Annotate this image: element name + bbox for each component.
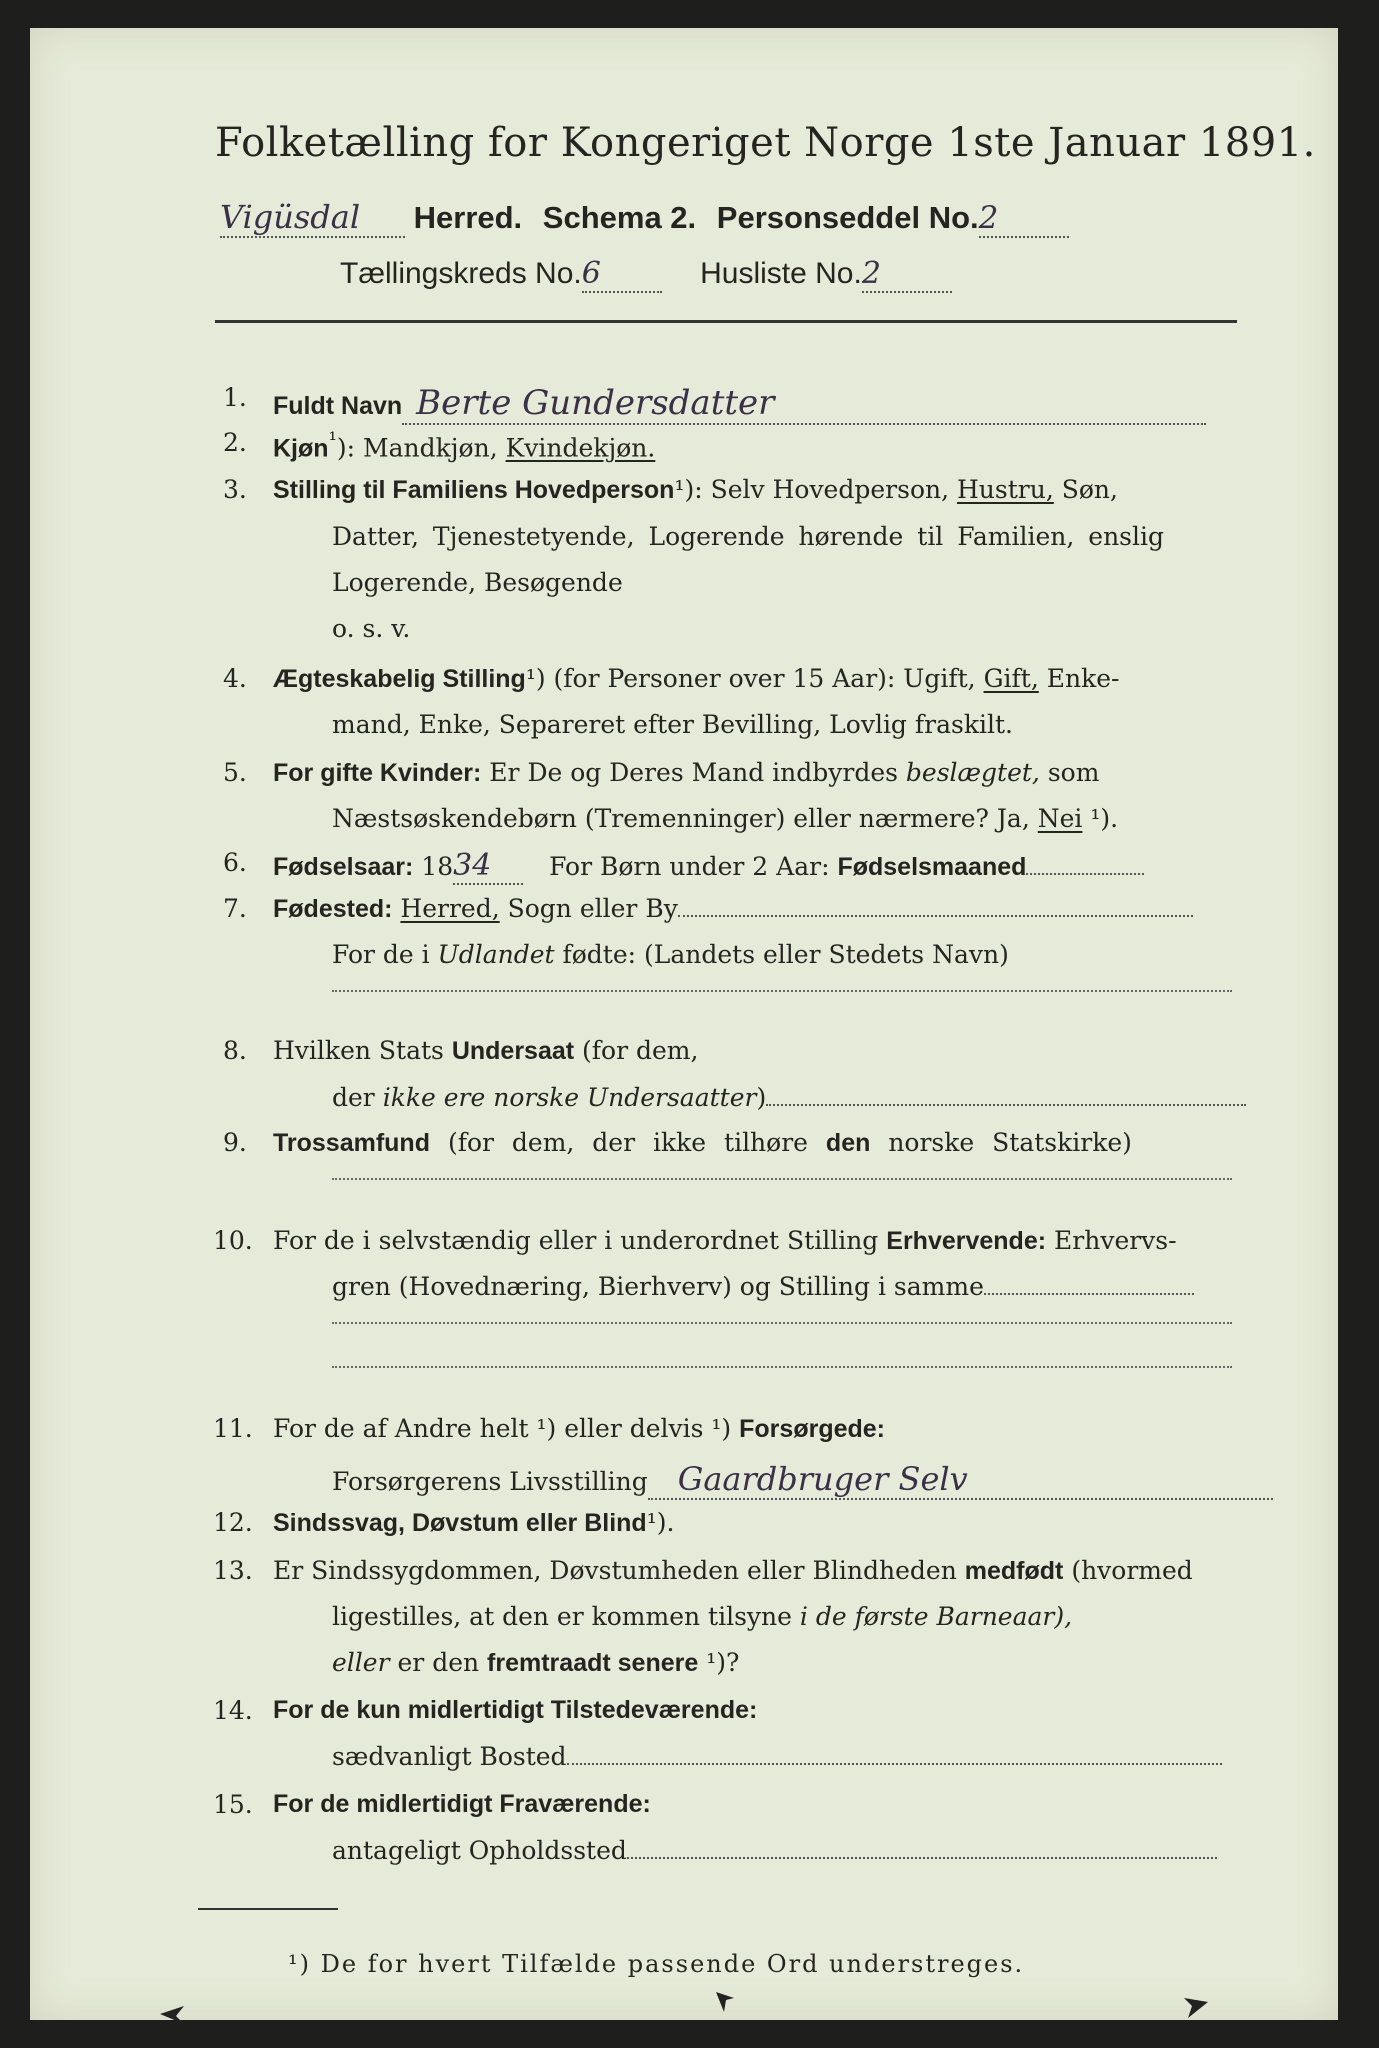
q13-line2 [332, 1602, 1072, 1631]
q9-bold: den [825, 1129, 871, 1157]
q13-text: Er Sindssygdommen, Døvstumheden eller Blindheden [273, 1556, 957, 1585]
q13-label2: fremtraadt senere [487, 1649, 699, 1677]
item-number: 11. [213, 1414, 253, 1443]
q7-blank-line [332, 990, 1232, 992]
schema-label: Schema 2. [542, 200, 697, 235]
q9-text: norske Statskirke) [888, 1128, 1132, 1157]
q8-text: Hvilken Stats [273, 1036, 444, 1065]
q5-italic: beslægtet, [905, 758, 1040, 787]
q12-line [273, 1508, 674, 1538]
q2-selected: Kvindekjøn. [505, 433, 656, 463]
q10-text: For de i selvstændig eller i underordnet Stilling [273, 1226, 879, 1255]
q14-text: sædvanligt Bosted [332, 1742, 567, 1771]
q5-line1 [273, 758, 1099, 788]
q11-value: Gaardbruger Selv [648, 1460, 1273, 1500]
header-line-herred [220, 198, 1069, 238]
q6-prefix: 18 [421, 852, 454, 881]
footnote: ¹) De for hvert Tilfælde passende Ord understreges. [288, 1950, 1025, 1978]
q6-label2: Fødselsmaaned [837, 853, 1027, 881]
item-number: 5. [223, 758, 247, 787]
item-number: 2. [223, 428, 247, 457]
q6-value: 34 [453, 848, 523, 885]
q10-blank [984, 1293, 1194, 1295]
q4-label: Ægteskabelig Stilling [273, 665, 526, 693]
q13-text: ¹)? [706, 1648, 740, 1677]
registration-mark-center-icon [712, 1988, 738, 2021]
q8-blank [766, 1104, 1246, 1106]
item-number: 7. [223, 894, 247, 923]
q8-line1 [273, 1036, 698, 1066]
q13-text: ligestilles, at den er kommen tilsyne [332, 1602, 792, 1631]
item-number: 1. [223, 383, 247, 412]
q6-label: Fødselsaar: [273, 853, 414, 881]
q1-value: Berte Gundersdatter [402, 383, 1206, 425]
q6-month-blank [1026, 873, 1144, 875]
q5-text: som [1047, 758, 1100, 787]
q4-selected: Gift, [983, 664, 1039, 693]
q2-sup: ¹ [328, 428, 337, 452]
q5-text: Er De og Deres Mand indbyrdes [489, 758, 898, 787]
q3-line4: o. s. v. [332, 614, 411, 643]
q13-italic: i de første Barneaar), [799, 1602, 1073, 1631]
q8-text: (for dem, [582, 1036, 699, 1065]
q11-label: Forsørgede: [739, 1415, 885, 1443]
registration-mark-right-icon [1180, 1994, 1210, 2027]
q10-label: Erhvervende: [886, 1227, 1047, 1255]
q7-line2 [332, 940, 1009, 969]
q13-text: (hvormed [1071, 1556, 1193, 1585]
q14-label: For de kun midlertidigt Tilstedeværende: [273, 1696, 758, 1724]
q2-label: Kjøn [273, 434, 329, 463]
q13-italic: eller [332, 1648, 390, 1677]
q5-label: For gifte Kvinder: [273, 759, 482, 787]
q3-line3: Logerende, Besøgende [332, 568, 623, 597]
q6-birth-year [273, 848, 1144, 885]
q4-line1 [273, 664, 1119, 694]
q10-text: gren (Hovednæring, Bierhverv) og Stilling i samme [332, 1272, 984, 1301]
q2-options: ): Mandkjøn, [336, 433, 498, 463]
q10-blank-line-1 [332, 1322, 1232, 1324]
q9-blank-line [332, 1178, 1232, 1180]
q7-text: For de i [332, 940, 430, 969]
q8-label: Undersaat [451, 1037, 575, 1065]
registration-mark-left-icon [158, 2000, 188, 2002]
personseddel-label: Personseddel No. [716, 200, 979, 235]
census-form-page [30, 28, 1338, 2020]
q5-text: Næstsøskendebørn (Tremenninger) eller nærmere? Ja, [332, 804, 1030, 833]
q11-text: Forsørgerens Livsstilling [332, 1467, 648, 1496]
q4-text: Enke- [1046, 664, 1120, 693]
kreds-value: 6 [582, 256, 662, 293]
personseddel-value: 2 [979, 200, 1069, 238]
q3-label: Stilling til Familiens Hovedperson [273, 476, 675, 504]
q10-line2 [332, 1272, 1194, 1301]
item-number: 3. [223, 475, 247, 504]
footnote-rule [198, 1908, 338, 1910]
q10-blank-line-2 [332, 1366, 1232, 1368]
item-number: 10. [213, 1226, 253, 1255]
herred-value: Vigüsdal [220, 198, 405, 238]
q3-line1 [273, 475, 1118, 505]
q7-selected: Herred, [400, 894, 500, 923]
q14-line2 [332, 1742, 1222, 1771]
q15-label: For de midlertidigt Fraværende: [273, 1790, 651, 1818]
q11-line2 [332, 1460, 1273, 1500]
q15-blank [627, 1857, 1217, 1859]
header-line-kreds [340, 256, 952, 293]
q10-text: Erhvervs- [1054, 1226, 1177, 1255]
q13-label: medfødt [964, 1557, 1064, 1585]
q10-line1 [273, 1226, 1177, 1256]
form-title: Folketælling for Kongeriget Norge 1ste Januar 1891. [215, 120, 1316, 166]
q15-line2 [332, 1836, 1217, 1865]
q9-text: (for dem, der ikke tilhøre [447, 1128, 808, 1157]
q8-text: der [332, 1083, 375, 1112]
q7-blank [678, 915, 1193, 917]
q7-text: Sogn eller By [507, 894, 678, 923]
q5-line2 [332, 804, 1118, 833]
item-number: 13. [213, 1556, 253, 1585]
q8-line2: der ikke ere norske Undersaatter) [332, 1083, 1246, 1112]
q9-label: Trossamfund [273, 1129, 430, 1157]
q4-text: ¹) (for Personer over 15 Aar): Ugift, [525, 664, 976, 693]
q1-full-name [273, 383, 1206, 425]
q11-text: For de af Andre helt ¹) eller delvis ¹) [273, 1414, 732, 1443]
q4-line2: mand, Enke, Separeret efter Bevilling, Lovlig fraskilt. [332, 710, 1013, 739]
q13-text: er den [397, 1648, 480, 1677]
q5-selected: Nei [1037, 804, 1083, 833]
q5-text: ¹). [1090, 804, 1119, 833]
q7-text: fødte: (Landets eller Stedets Navn) [562, 940, 1009, 969]
item-number: 9. [223, 1128, 247, 1157]
husliste-label: Husliste No. [700, 257, 862, 290]
item-number: 14. [213, 1696, 253, 1725]
husliste-value: 2 [862, 256, 952, 293]
q3-text: Søn, [1061, 475, 1118, 504]
item-number: 15. [213, 1790, 253, 1819]
q14-blank [567, 1763, 1222, 1765]
q12-text: ¹). [646, 1508, 675, 1537]
q3-line2: Datter, Tjenestetyende, Logerende hørende til Familien, enslig [332, 522, 1165, 551]
q12-label: Sindssvag, Døvstum eller Blind [273, 1509, 647, 1537]
kreds-label: Tællingskreds No. [340, 257, 582, 290]
q11-line1 [273, 1414, 885, 1444]
q7-italic: Udlandet [437, 940, 555, 969]
q2-gender [273, 428, 655, 463]
q3-text: ¹): Selv Hovedperson, [674, 475, 950, 504]
q3-selected: Hustru, [957, 475, 1054, 504]
q8-italic: ikke ere norske Undersaatter [382, 1083, 757, 1112]
item-number: 8. [223, 1036, 247, 1065]
item-number: 6. [223, 848, 247, 877]
q15-text: antageligt Opholdssted [332, 1836, 627, 1865]
q9-line1 [273, 1128, 1132, 1158]
q6-text: For Børn under 2 Aar: [549, 852, 830, 881]
q7-label: Fødested: [273, 895, 393, 923]
q1-label: Fuldt Navn [273, 392, 403, 420]
item-number: 12. [213, 1508, 253, 1537]
herred-label: Herred. [413, 200, 523, 235]
item-number: 4. [223, 664, 247, 693]
header-divider [215, 320, 1237, 323]
q7-line1 [273, 894, 1193, 924]
q13-line1 [273, 1556, 1193, 1586]
q13-line3 [332, 1648, 739, 1678]
